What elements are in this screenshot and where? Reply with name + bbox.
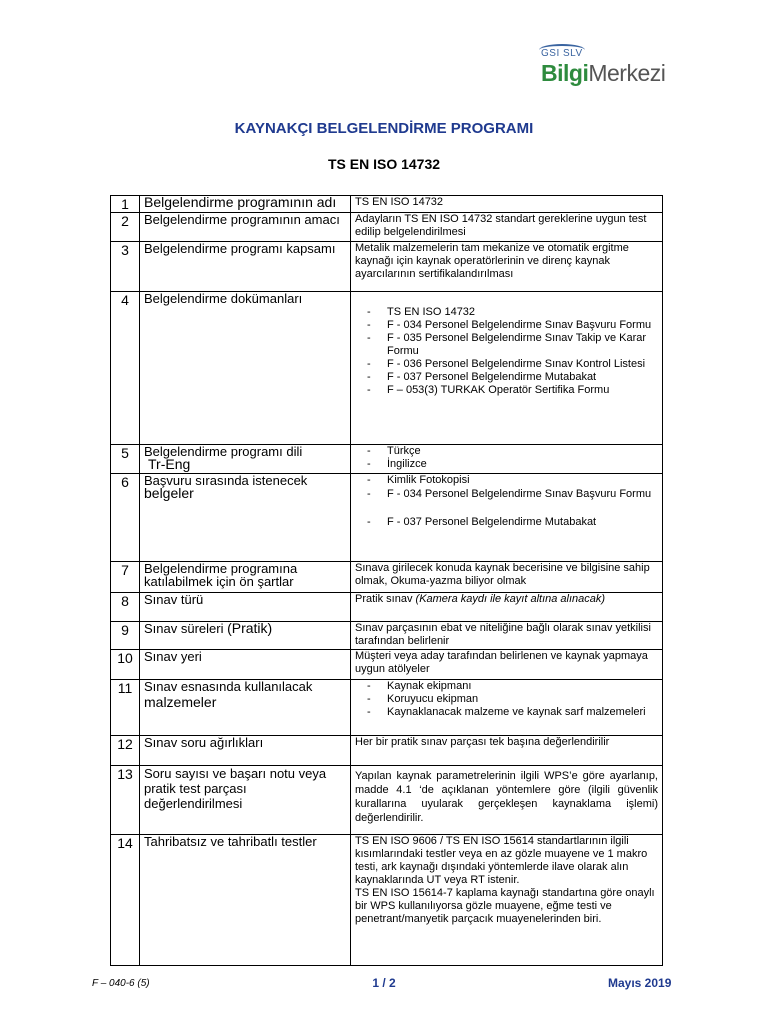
logo-main-part1: Bilgi	[541, 60, 589, 86]
list-item: - F - 034 Personel Belgelendirme Sınav Başvuru Formu	[355, 319, 658, 332]
row-label: Sınav esnasında kullanılacak malzemeler	[140, 680, 351, 736]
language-list	[355, 445, 658, 471]
row-label: Soru sayısı ve başarı notu veya pratik test parçası değerlendirilmesi	[140, 766, 351, 835]
table-row	[111, 196, 663, 213]
row-label: Belgelendirme programının adı	[140, 196, 351, 213]
row-number: 12	[111, 736, 140, 766]
table-row	[111, 650, 663, 680]
row-number: 6	[111, 474, 140, 562]
table-row	[111, 593, 663, 622]
row-label: Sınav türü	[140, 593, 351, 622]
row-label: Belgelendirme dokümanları	[140, 292, 351, 445]
table-row	[111, 766, 663, 835]
row-number: 8	[111, 593, 140, 622]
row-content	[351, 680, 663, 736]
row-number: 2	[111, 213, 140, 242]
row-label: Belgelendirme programı dili Tr-Eng	[140, 445, 351, 474]
logo	[535, 42, 675, 102]
row-label: Sınav yeri	[140, 650, 351, 680]
row-content	[351, 445, 663, 474]
row-number: 5	[111, 445, 140, 474]
table-row	[111, 680, 663, 736]
row-number: 3	[111, 242, 140, 292]
row-content: Sınav parçasının ebat ve niteliğine bağlı olarak sınav yetkilisi tarafından belirlenir	[351, 622, 663, 650]
table-row	[111, 736, 663, 766]
table-row	[111, 445, 663, 474]
table-row	[111, 622, 663, 650]
list-item: - Kaynak ekipmanı	[355, 680, 658, 693]
document-title: KAYNAKÇI BELGELENDİRME PROGRAMI	[234, 120, 534, 137]
table-row	[111, 562, 663, 593]
row-content	[351, 474, 663, 562]
row-content: TS EN ISO 9606 / TS EN ISO 15614 standartlarının ilgili kısımlarındaki testler veya en az gözle muayene ve 1 makro testi, ark kaynağı dışındaki yöntemlerde ilave olarak alın kaynaklarında UT veya RT istenir. TS EN ISO 15614-7 kaplama kaynağı standartına göre onaylı bir WPS kullanılıyorsa gözle muayene, eğme testi ve penetrant/manyetik parçacık muayenelerinden biri.	[351, 835, 663, 966]
logo-main-text	[541, 60, 665, 87]
logo-main-part2: Merkezi	[588, 60, 666, 86]
row-label: Belgelendirme programı kapsamı	[140, 242, 351, 292]
row-number: 11	[111, 680, 140, 736]
row-label: Belgelendirme programının amacı	[140, 213, 351, 242]
materials-list	[355, 680, 658, 719]
row-number: 14	[111, 835, 140, 966]
list-item: - Kimlik Fotokopisi	[355, 474, 658, 487]
list-item: - İngilizce	[355, 458, 658, 471]
list-item: - F - 034 Personel Belgelendirme Sınav Başvuru Formu	[355, 487, 658, 502]
table-row	[111, 474, 663, 562]
row-content: Sınava girilecek konuda kaynak becerisine ve bilgisine sahip olmak, Okuma-yazma biliyor olmak	[351, 562, 663, 593]
document-list	[355, 306, 658, 397]
row-label: Sınav süreleri (Pratik)	[140, 622, 351, 650]
row-content: Yapılan kaynak parametrelerinin ilgili WPS’e göre ayarlanıp, madde 4.1 ‘de açıklanan yöntemlere göre (ilgili güvenlik kurallarına uyularak gerçekleşen kaynaklama işlemi) değerlendirilir.	[351, 766, 663, 835]
table-row	[111, 242, 663, 292]
row-content: Metalik malzemelerin tam mekanize ve otomatik ergitme kaynağı için kaynak operatörlerinin ve direnç kaynak ayarcılarının sertifikalandırılması	[351, 242, 663, 292]
row-label: Belgelendirme programına katılabilmek için ön şartlar	[140, 562, 351, 593]
row-content: Müşteri veya aday tarafından belirlenen ve kaynak yapmaya uygun atölyeler	[351, 650, 663, 680]
list-item: - Koruyucu ekipman	[355, 693, 658, 706]
logo-top-text: GSI SLV	[541, 48, 583, 59]
list-item: - F - 036 Personel Belgelendirme Sınav Kontrol Listesi	[355, 358, 658, 371]
row-label: Sınav soru ağırlıkları	[140, 736, 351, 766]
required-documents-list	[355, 474, 658, 529]
program-table	[110, 195, 663, 966]
document-date: Mayıs 2019	[608, 976, 672, 990]
row-label: Başvuru sırasında istenecek belgeler	[140, 474, 351, 562]
page-number: 1 / 2	[372, 976, 396, 990]
row-number: 7	[111, 562, 140, 593]
row-number: 4	[111, 292, 140, 445]
list-item: - TS EN ISO 14732	[355, 306, 658, 319]
list-item: - F - 035 Personel Belgelendirme Sınav Takip ve Karar Formu	[355, 332, 658, 358]
row-content: Her bir pratik sınav parçası tek başına değerlendirilir	[351, 736, 663, 766]
document-subtitle: TS EN ISO 14732	[327, 156, 441, 172]
row-label: Tahribatsız ve tahribatlı testler	[140, 835, 351, 966]
table-row	[111, 292, 663, 445]
row-content	[351, 292, 663, 445]
row-number: 9	[111, 622, 140, 650]
list-item: - Kaynaklanacak malzeme ve kaynak sarf malzemeleri	[355, 706, 658, 719]
list-item: - F - 037 Personel Belgelendirme Mutabakat	[355, 371, 658, 384]
row-content: Pratik sınav (Kamera kaydı ile kayıt altına alınacak)	[351, 593, 663, 622]
row-number: 10	[111, 650, 140, 680]
row-number: 1	[111, 196, 140, 213]
row-content: Adayların TS EN ISO 14732 standart gereklerine uygun test edilip belgelendirilmesi	[351, 213, 663, 242]
table-row	[111, 213, 663, 242]
list-item: - F - 037 Personel Belgelendirme Mutabakat	[355, 516, 658, 529]
form-code: F – 040-6 (5)	[92, 978, 150, 989]
row-content: TS EN ISO 14732	[351, 196, 663, 213]
list-item: - F – 053(3) TURKAK Operatör Sertifika Formu	[355, 384, 658, 397]
list-item: - Türkçe	[355, 445, 658, 458]
table-row	[111, 835, 663, 966]
row-number: 13	[111, 766, 140, 835]
